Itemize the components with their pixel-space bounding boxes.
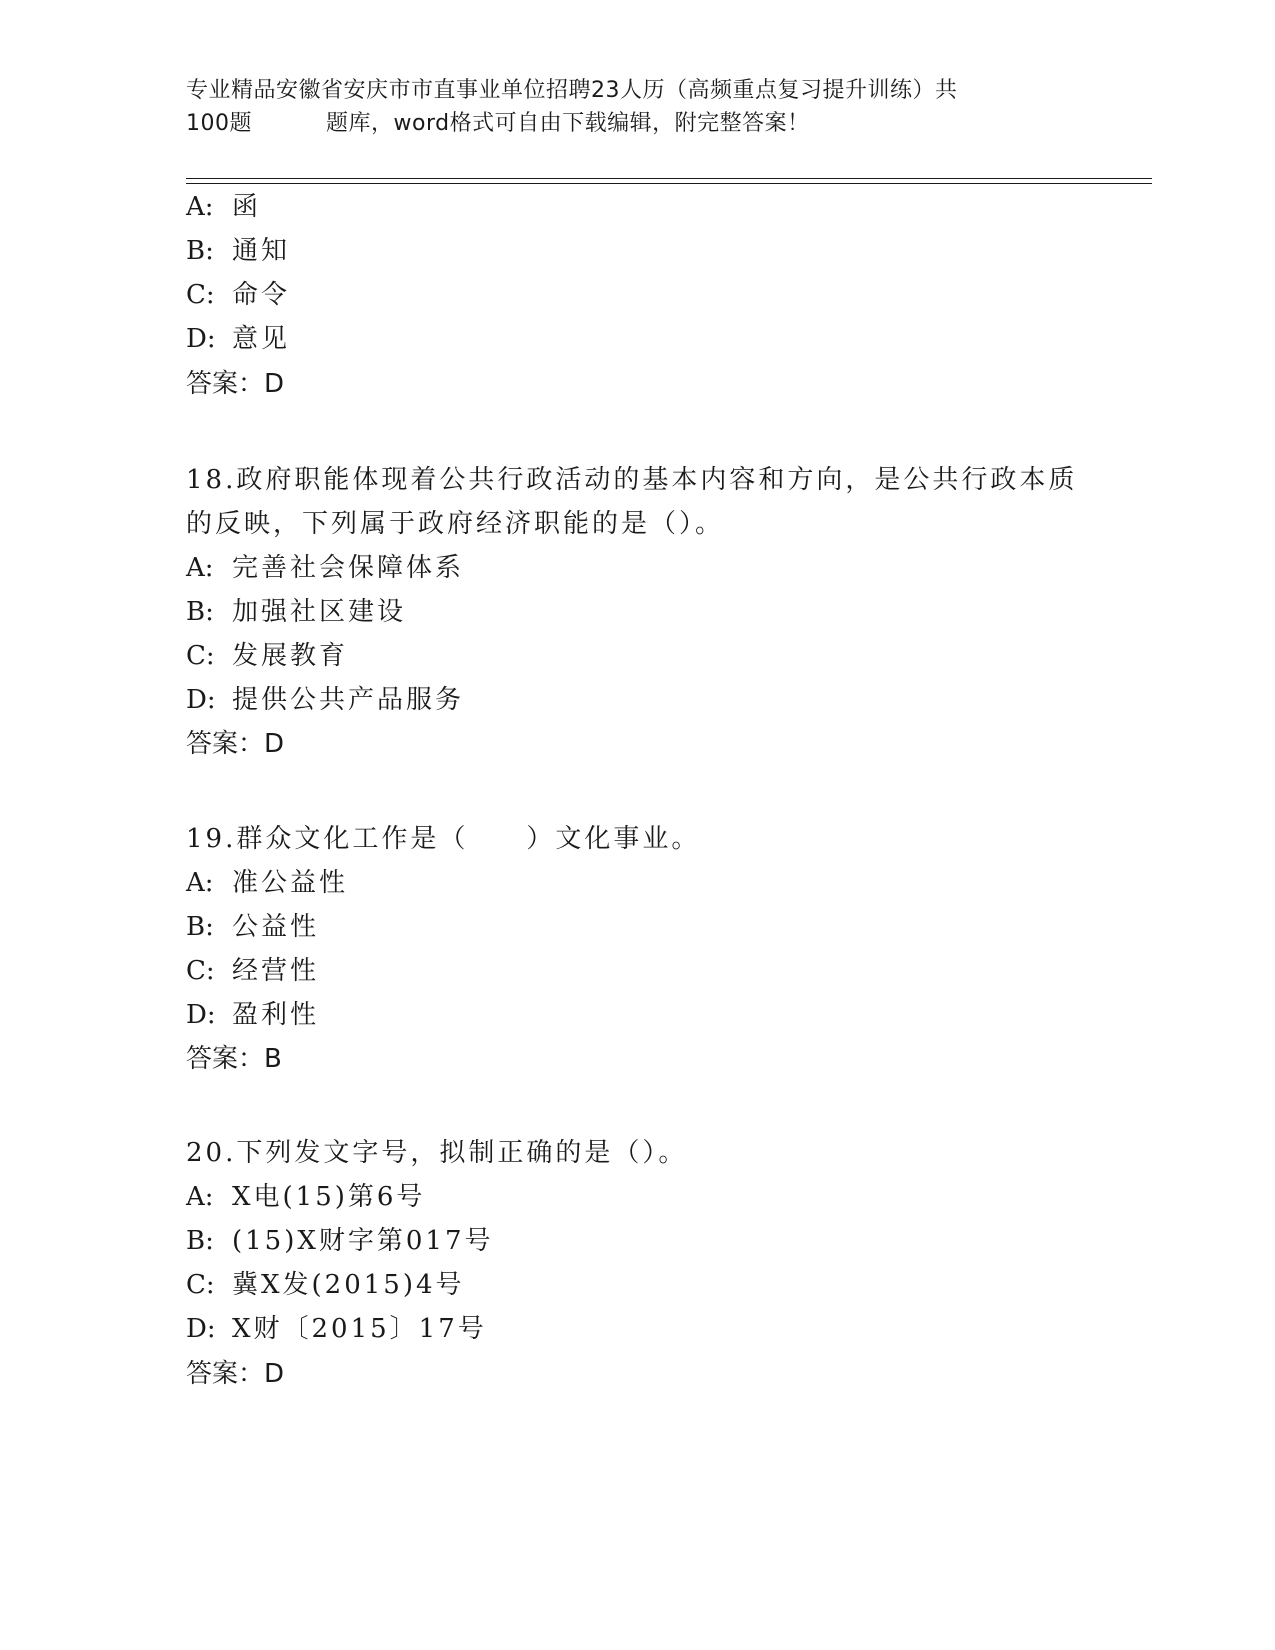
option-text: (15)X财字第017号 — [232, 1226, 494, 1256]
option-text: 冀X发(2015)4号 — [232, 1270, 465, 1300]
option-letter: D: — [186, 324, 216, 354]
q20-option-c — [186, 1269, 465, 1301]
q18-option-d — [186, 684, 464, 716]
header-title-line2-row — [186, 107, 1086, 140]
option-text: 命令 — [232, 280, 291, 310]
option-text: 完善社会保障体系 — [232, 553, 465, 583]
header-title-line2: 题库，word格式可自由下载编辑，附完整答案！ — [326, 111, 810, 136]
option-letter: C: — [186, 1270, 215, 1300]
q20-option-a — [186, 1181, 425, 1213]
option-text: 准公益性 — [232, 868, 349, 898]
option-letter: D: — [186, 685, 216, 715]
q18-option-c — [186, 640, 348, 672]
option-text: 公益性 — [232, 912, 320, 942]
q19-stem-line1: 19.群众文化工作是（ ）文化事业。 — [186, 824, 701, 854]
option-text: 加强社区建设 — [232, 597, 407, 627]
q20-option-d — [186, 1313, 487, 1345]
header-question-count: 100题 — [186, 111, 252, 136]
option-letter: C: — [186, 956, 215, 986]
document-header — [186, 74, 1086, 140]
option-text: 函 — [232, 192, 262, 222]
q17-option-b — [186, 235, 290, 267]
q17-answer: 答案：D — [186, 369, 285, 399]
q19-option-b — [186, 911, 319, 943]
option-letter: C: — [186, 641, 215, 671]
option-letter: B: — [186, 597, 214, 627]
option-letter: A: — [186, 553, 214, 583]
option-text: 盈利性 — [232, 1000, 320, 1030]
option-letter: B: — [186, 236, 214, 266]
q18-stem-line1: 18.政府职能体现着公共行政活动的基本内容和方向，是公共行政本质 — [186, 465, 1078, 495]
header-title-line1: 专业精品安徽省安庆市市直事业单位招聘23人历（高频重点复习提升训练）共 — [186, 78, 958, 103]
option-letter: A: — [186, 1182, 214, 1212]
q17-option-c — [186, 279, 290, 311]
q19-option-c — [186, 955, 319, 987]
q20-answer: 答案：D — [186, 1359, 285, 1389]
q18-stem-line2: 的反映，下列属于政府经济职能的是（）。 — [186, 509, 725, 539]
option-text: 经营性 — [232, 956, 320, 986]
option-letter: B: — [186, 1226, 214, 1256]
q17-option-d — [186, 323, 290, 355]
q18-answer: 答案：D — [186, 729, 285, 759]
option-letter: B: — [186, 912, 214, 942]
option-text: X电(15)第6号 — [232, 1182, 426, 1212]
q18-option-a — [186, 552, 464, 584]
q20-option-b — [186, 1225, 494, 1257]
q18-option-b — [186, 596, 406, 628]
q20-stem-line1: 20.下列发文字号，拟制正确的是（）。 — [186, 1138, 688, 1168]
option-letter: C: — [186, 280, 215, 310]
option-text: 意见 — [232, 324, 291, 354]
header-divider-bottom — [186, 183, 1152, 184]
option-text: X财〔2015〕17号 — [232, 1314, 487, 1344]
q19-option-a — [186, 867, 348, 899]
q17-option-a — [186, 191, 261, 223]
option-letter: D: — [186, 1000, 216, 1030]
q19-answer: 答案：B — [186, 1044, 282, 1074]
option-text: 通知 — [232, 236, 291, 266]
option-letter: A: — [186, 868, 214, 898]
q19-option-d — [186, 999, 319, 1031]
header-divider-top — [186, 178, 1152, 179]
option-text: 发展教育 — [232, 641, 349, 671]
option-text: 提供公共产品服务 — [232, 685, 465, 715]
option-letter: A: — [186, 192, 214, 222]
option-letter: D: — [186, 1314, 216, 1344]
